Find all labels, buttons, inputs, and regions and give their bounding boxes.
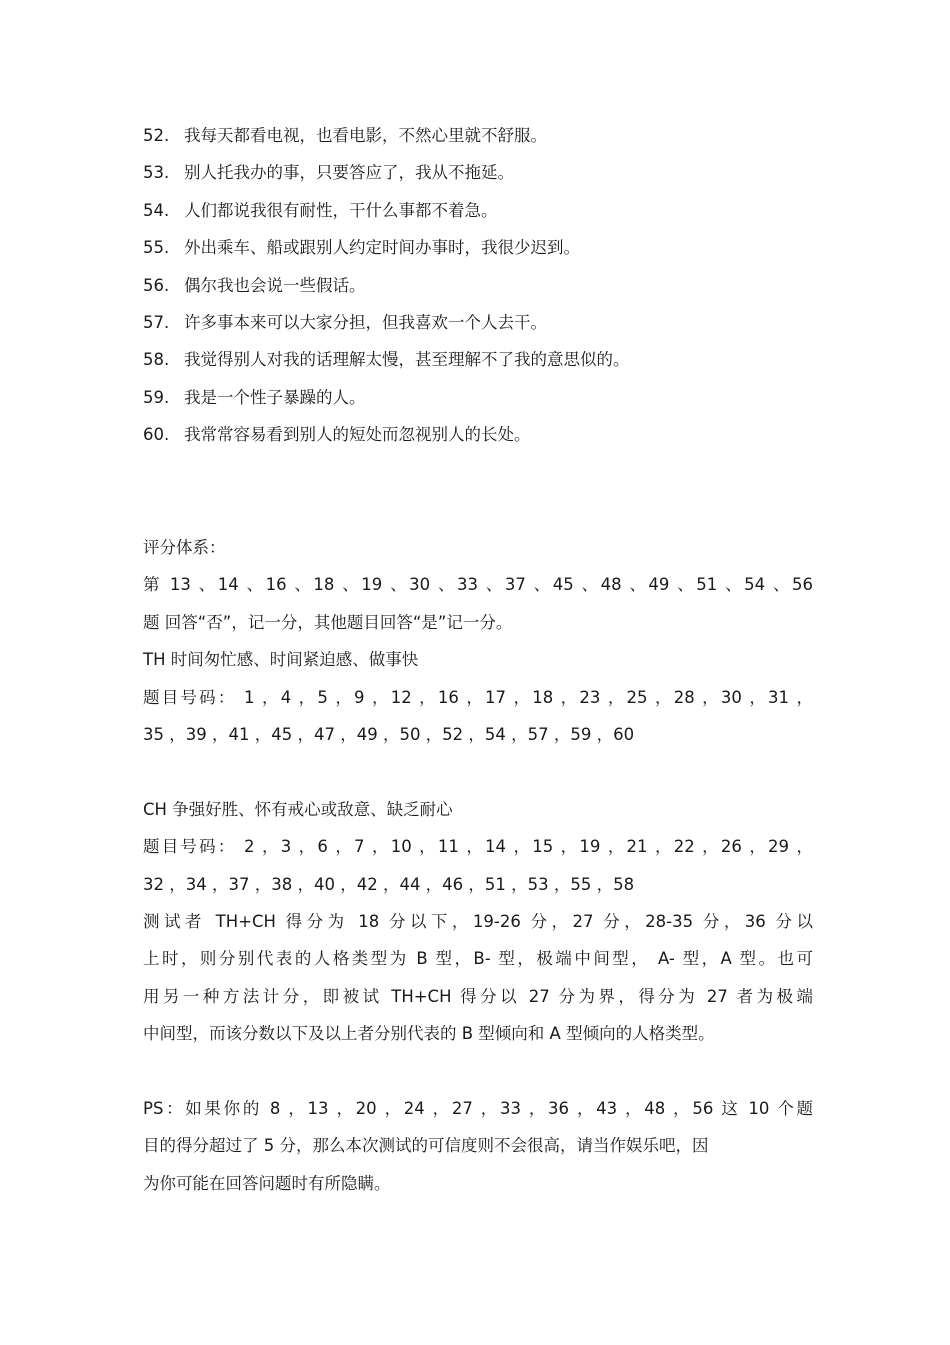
question-number: 60. bbox=[143, 425, 170, 444]
question-text: 偶尔我也会说一些假话。 bbox=[184, 276, 366, 295]
question-54 bbox=[143, 199, 813, 223]
ps-line-3: 为你可能在回答问题时有所隐瞒。 bbox=[143, 1174, 391, 1193]
question-56 bbox=[143, 274, 813, 298]
result-line-2: 上时，则分别代表的人格类型为 B 型，B- 型，极端中间型， A- 型，A 型。也可 bbox=[143, 949, 813, 968]
question-text: 人们都说我很有耐性，干什么事都不着急。 bbox=[184, 201, 498, 220]
reverse-items-line-2: 题 回答“否”，记一分，其他题目回答“是”记一分。 bbox=[143, 613, 513, 632]
question-number: 56. bbox=[143, 276, 170, 295]
reverse-items-line-1: 第 13 、14 、16 、18 、19 、30 、33 、37 、45 、48 、49 、51 、54 、56 bbox=[143, 575, 813, 594]
scoring-heading: 评分体系： bbox=[143, 538, 226, 557]
result-line-4: 中间型，而该分数以下及以上者分别代表的 B 型倾向和 A 型倾向的人格类型。 bbox=[143, 1024, 715, 1043]
result-line-1: 测试者 TH+CH 得分为 18 分以下，19-26 分，27 分，28-35 分，36 分以 bbox=[143, 912, 813, 931]
ps-line-2: 目的得分超过了 5 分，那么本次测试的可信度则不会很高，请当作娱乐吧，因 bbox=[143, 1136, 709, 1155]
question-55 bbox=[143, 236, 813, 260]
result-line-3: 用另一种方法计分，即被试 TH+CH 得分以 27 分为界，得分为 27 者为极端 bbox=[143, 987, 813, 1006]
th-items-line-1: 题目号码： 1 ，4 ，5 ，9 ，12 ，16 ，17 ，18 ，23 ，25 ，28 ，30 ，31 ， bbox=[143, 688, 813, 707]
question-number: 57. bbox=[143, 313, 170, 332]
question-text: 外出乘车、船或跟别人约定时间办事时，我很少迟到。 bbox=[184, 238, 580, 257]
question-58 bbox=[143, 348, 813, 372]
question-number: 58. bbox=[143, 350, 170, 369]
question-text: 许多事本来可以大家分担，但我喜欢一个人去干。 bbox=[184, 313, 547, 332]
question-number: 52. bbox=[143, 126, 170, 145]
th-title: TH 时间匆忙感、时间紧迫感、做事快 bbox=[143, 650, 419, 669]
ch-items-line-2: 32 ，34 ，37 ，38 ，40 ，42 ，44 ，46 ，51 ，53 ，55 ，58 bbox=[143, 875, 635, 894]
question-53 bbox=[143, 161, 813, 185]
question-text: 我常常容易看到别人的短处而忽视别人的长处。 bbox=[184, 425, 531, 444]
ch-title: CH 争强好胜、怀有戒心或敌意、缺乏耐心 bbox=[143, 800, 453, 819]
question-text: 别人托我办的事，只要答应了，我从不拖延。 bbox=[184, 163, 514, 182]
th-items-line-2: 35 ，39 ，41 ，45 ，47 ，49 ，50 ，52 ，54 ，57 ，59 ，60 bbox=[143, 725, 635, 744]
question-text: 我觉得别人对我的话理解太慢，甚至理解不了我的意思似的。 bbox=[184, 350, 630, 369]
question-number: 59. bbox=[143, 388, 170, 407]
question-number: 54. bbox=[143, 201, 170, 220]
question-number: 53. bbox=[143, 163, 170, 182]
question-number: 55. bbox=[143, 238, 170, 257]
ps-line-1: PS：如果你的 8 ，13 ，20 ，24 ，27 ，33 ，36 ，43 ，48 ，56 这 10 个题 bbox=[143, 1099, 813, 1118]
question-text: 我是一个性子暴躁的人。 bbox=[184, 388, 366, 407]
ch-items-line-1: 题目号码： 2 ，3 ，6 ，7 ，10 ，11 ，14 ，15 ，19 ，21 ，22 ，26 ，29 ， bbox=[143, 837, 813, 856]
question-text: 我每天都看电视，也看电影，不然心里就不舒服。 bbox=[184, 126, 547, 145]
question-60 bbox=[143, 423, 813, 447]
question-59 bbox=[143, 386, 813, 410]
question-57 bbox=[143, 311, 813, 335]
question-52 bbox=[143, 124, 813, 148]
